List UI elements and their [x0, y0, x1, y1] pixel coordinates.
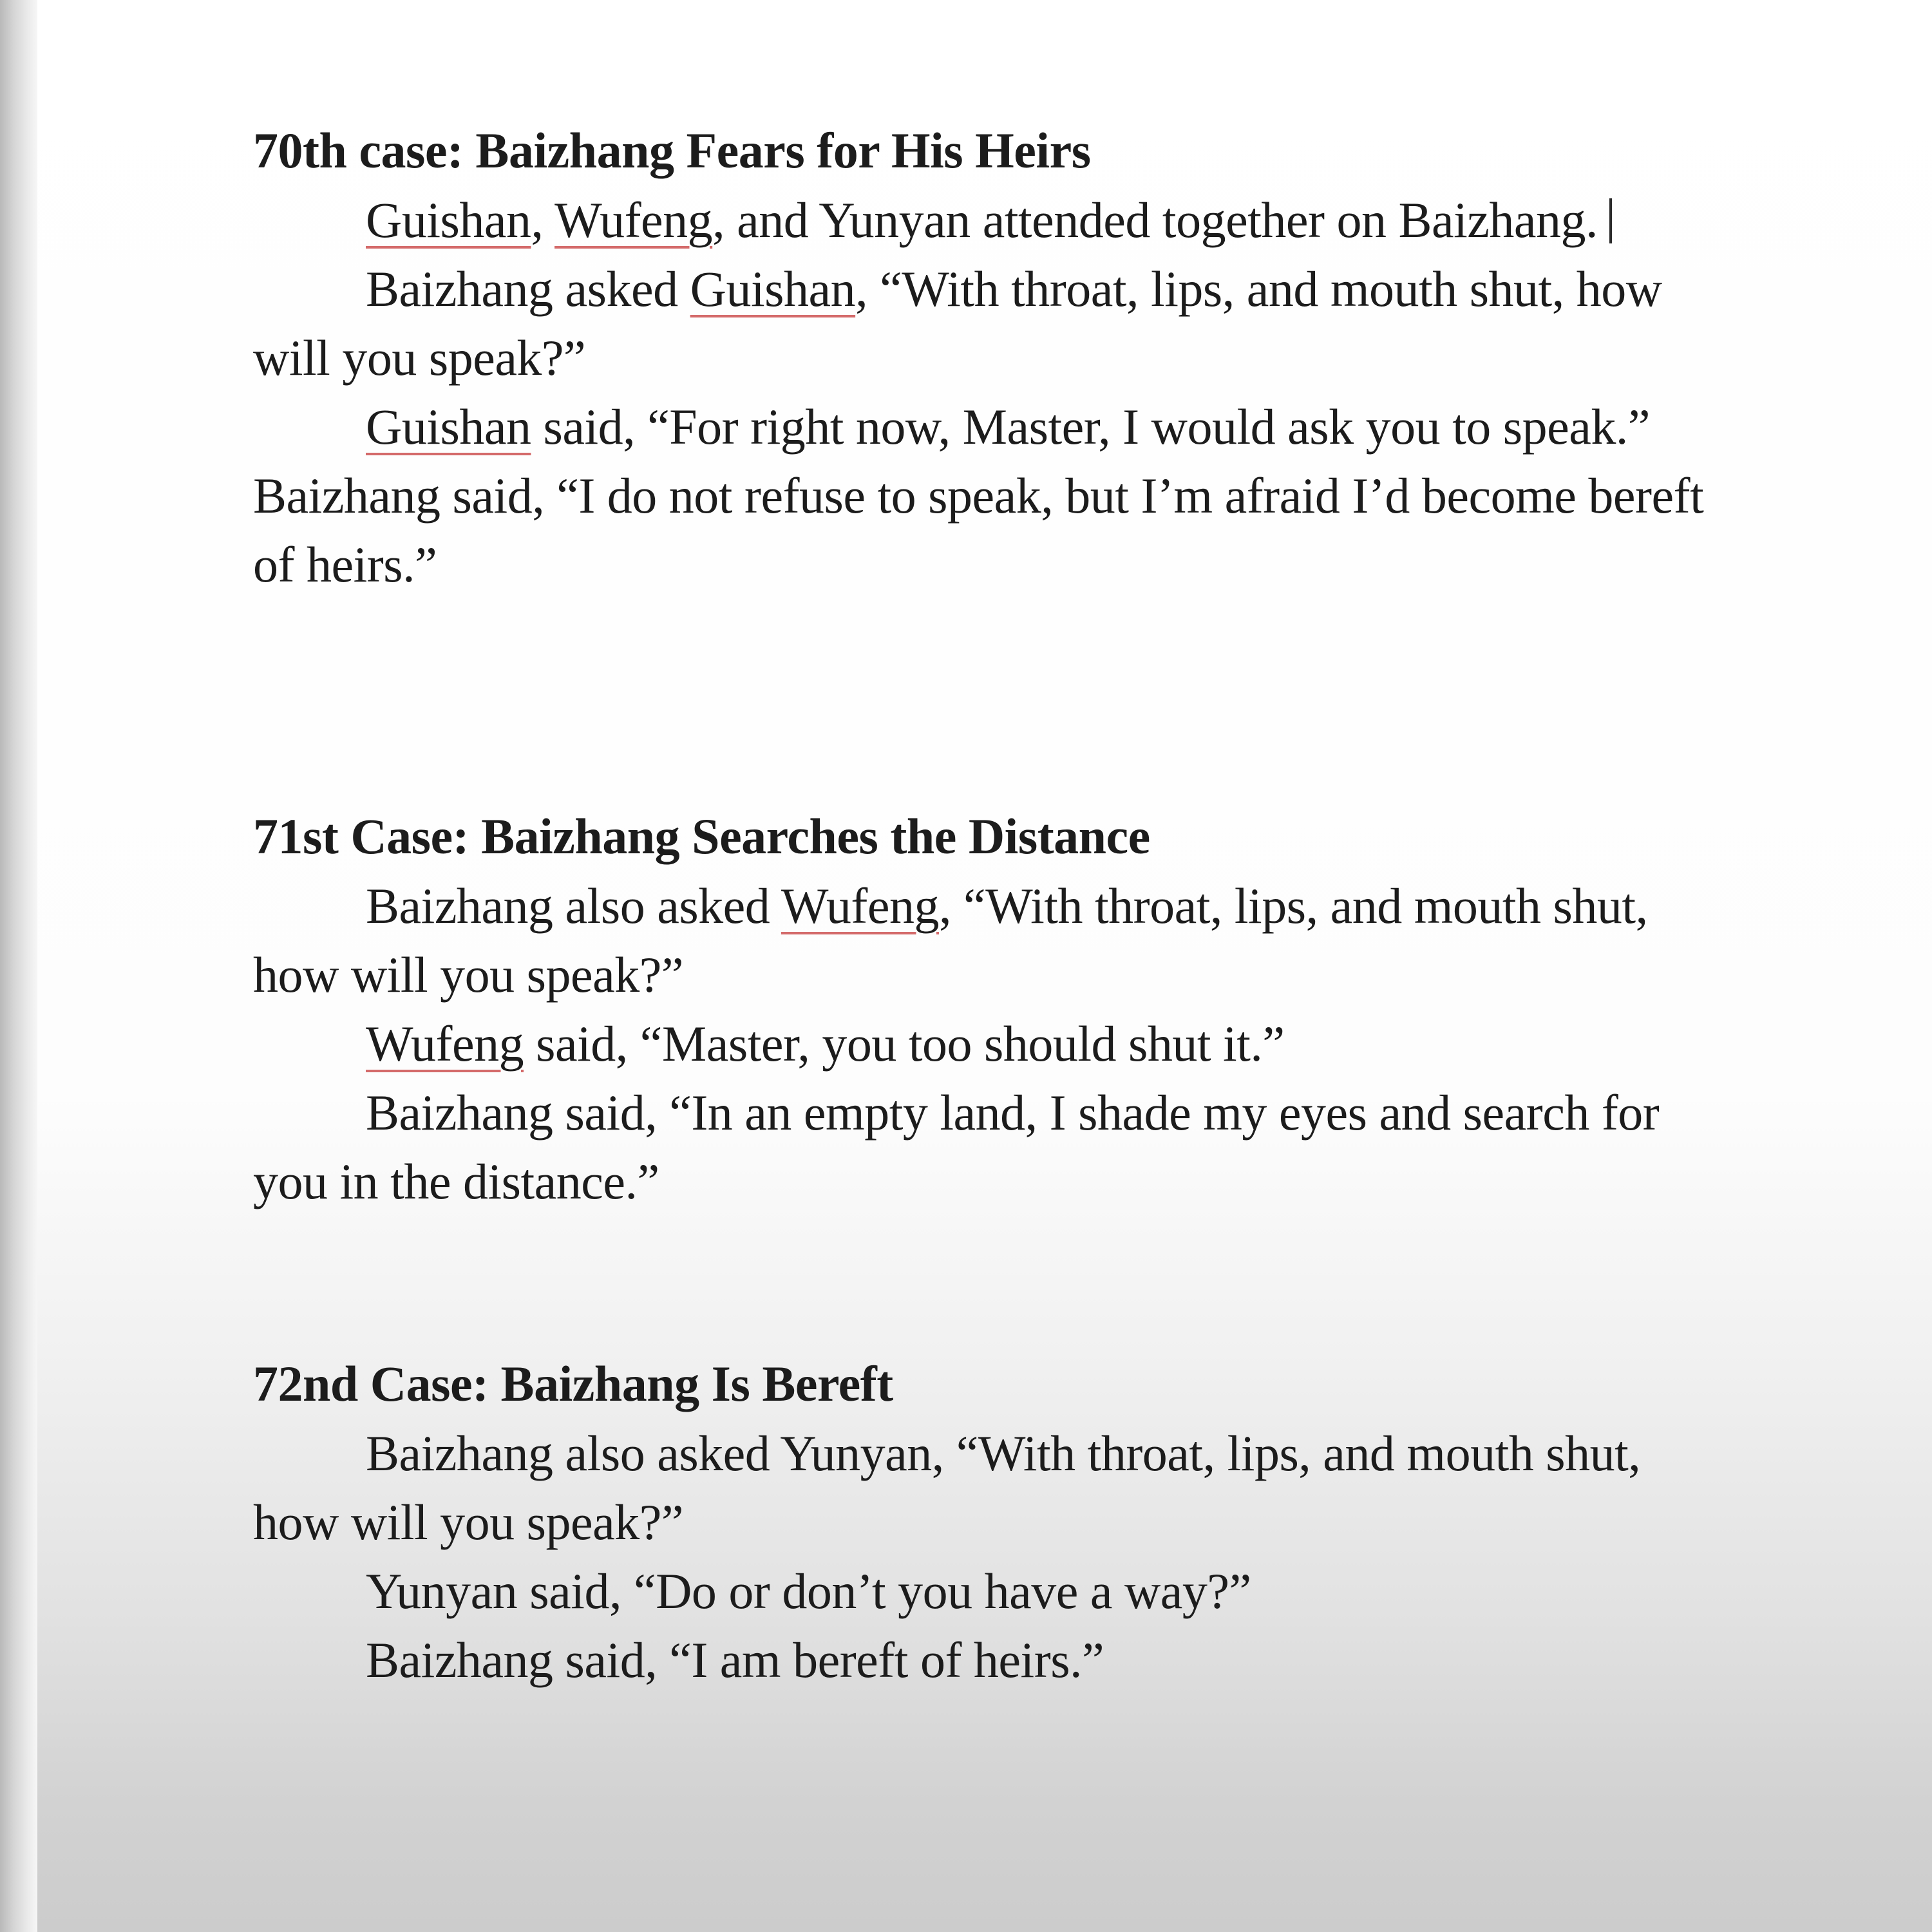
text-cursor [1609, 198, 1612, 243]
case-72-paragraph-2[interactable]: Yunyan said, “Do or don’t you have a way?” [366, 1563, 1251, 1619]
case-72 [253, 1349, 1734, 1694]
text-run: , and Yunyan attended together on Baizhang. [712, 192, 1598, 248]
spellcheck-word-wufeng[interactable]: Wufeng [366, 1016, 524, 1072]
text-run: Baizhang also asked [366, 878, 781, 934]
case-70-paragraph-3[interactable] [253, 392, 1734, 599]
case-72-paragraph-3[interactable]: Baizhang said, “I am bereft of heirs.” [366, 1632, 1104, 1688]
case-72-paragraph-1[interactable]: Baizhang also asked Yunyan, “With throat, lips, and mouth shut, how will you speak?” [253, 1425, 1641, 1550]
text-run: , “With throat, lips, and mouth shut, how will you speak?” [253, 261, 1662, 386]
case-70-paragraph-2[interactable] [253, 254, 1734, 392]
spellcheck-word-wufeng[interactable]: Wufeng [554, 192, 713, 248]
text-run: , “With throat, lips, and mouth shut, how will you speak?” [253, 878, 1648, 1003]
spellcheck-word-guishan[interactable]: Guishan [366, 192, 531, 248]
case-70 [253, 116, 1734, 599]
spellcheck-word-guishan[interactable]: Guishan [366, 399, 531, 455]
spellcheck-word-guishan[interactable]: Guishan [690, 261, 856, 317]
case-71-title: 71st Case: Baizhang Searches the Distance [253, 808, 1150, 864]
text-run: said, “For right now, Master, I would ask you to speak.” Baizhang said, “I do not refuse to speak, but I’m afraid I’d become bereft of heirs.” [253, 399, 1704, 592]
page-left-edge [0, 0, 37, 1932]
case-70-title: 70th case: Baizhang Fears for His Heirs [253, 122, 1091, 178]
text-run: , [531, 192, 555, 248]
case-71-paragraph-1[interactable] [253, 871, 1734, 1009]
case-71-paragraph-2[interactable] [253, 1009, 1734, 1078]
text-run: Baizhang asked [366, 261, 690, 317]
case-70-paragraph-1[interactable] [253, 185, 1734, 254]
case-72-title: 72nd Case: Baizhang Is Bereft [253, 1356, 893, 1412]
text-run: said, “Master, you too should shut it.” [524, 1016, 1285, 1072]
case-71-paragraph-3[interactable]: Baizhang said, “In an empty land, I shade my eyes and search for you in the distance.” [253, 1084, 1660, 1209]
spellcheck-word-wufeng[interactable]: Wufeng [781, 878, 939, 934]
case-71 [253, 802, 1734, 1216]
